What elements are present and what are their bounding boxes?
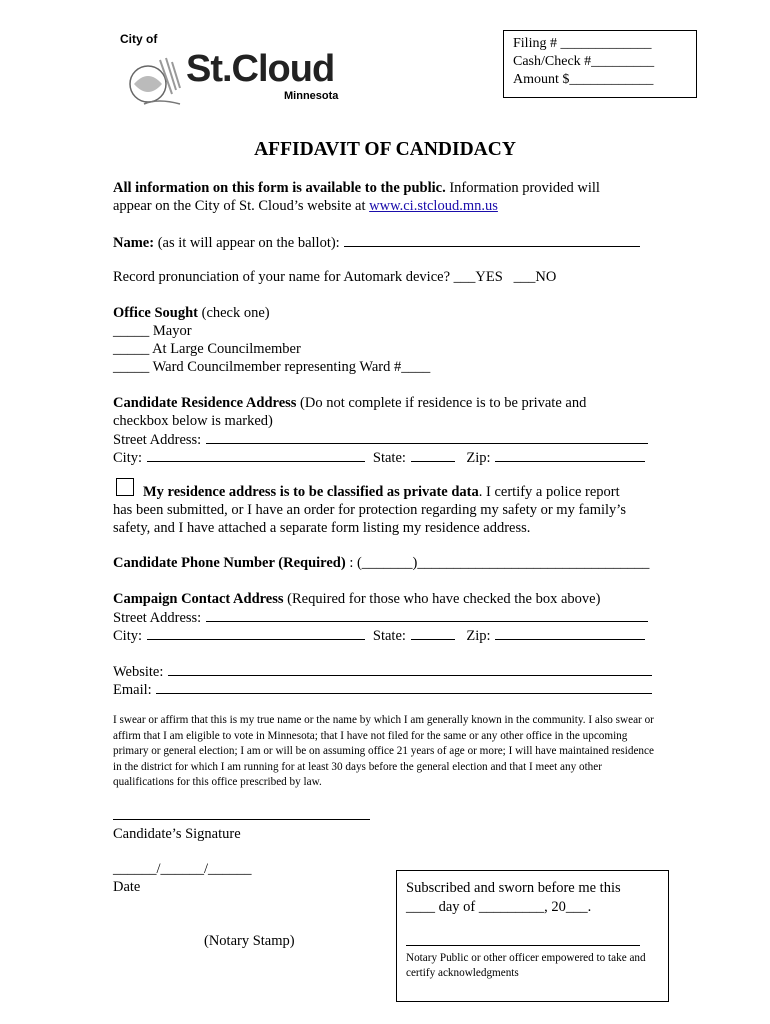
date-label: Date [113, 879, 141, 895]
intro-text-2: appear on the City of St. Cloud’s website at [113, 198, 366, 214]
residence-city-input[interactable] [147, 448, 365, 462]
city-logo [116, 28, 356, 108]
office-option-mayor[interactable]: _____ Mayor [113, 323, 192, 339]
intro-line-2 [113, 197, 498, 215]
campaign-label: Campaign Contact Address [113, 591, 284, 607]
notary-date-input[interactable]: ____ day of _________, 20___. [406, 899, 592, 915]
city-label: City: [113, 450, 143, 466]
private-line-2: has been submitted, or I have an order for protection regarding my safety or my family’s [113, 502, 626, 518]
campaign-hint: (Required for those who have checked the box above) [287, 591, 601, 607]
logo-name: St.Cloud [186, 48, 335, 90]
campaign-city-input[interactable] [147, 626, 365, 640]
name-hint: (as it will appear on the ballot): [157, 235, 340, 251]
logo-emblem-icon [124, 54, 184, 108]
notary-caption: Notary Public or other officer empowered to take and certify acknowledgments [406, 952, 646, 979]
phone-input[interactable]: : (_______)________________________________ [349, 555, 650, 571]
email-label: Email: [113, 682, 152, 698]
residence-zip-input[interactable] [495, 448, 645, 462]
campaign-city-row [113, 626, 646, 645]
residence-street-input[interactable] [206, 430, 648, 444]
intro-text: Information provided will [449, 180, 600, 196]
private-line-3: safety, and I have attached a separate form listing my residence address. [113, 520, 531, 536]
campaign-street-input[interactable] [206, 608, 648, 622]
logo-state: Minnesota [284, 90, 339, 102]
residence-city-row [113, 448, 646, 467]
public-notice: All information on this form is available to the public. [113, 180, 446, 196]
website-row [113, 662, 653, 681]
residence-street-row [113, 430, 649, 449]
campaign-zip-label: Zip: [466, 628, 491, 644]
private-line-1 [143, 483, 620, 501]
residence-state-input[interactable] [411, 448, 455, 462]
signature-label: Candidate’s Signature [113, 826, 241, 842]
private-data-checkbox[interactable] [116, 478, 134, 496]
office-hint: (check one) [201, 305, 270, 321]
pronunciation-yes[interactable]: ___YES [453, 269, 503, 285]
pronunciation-no[interactable]: ___NO [513, 269, 557, 285]
pronunciation-question: Record pronunciation of your name for Automark device? [113, 269, 451, 285]
logo-city-of: City of [120, 32, 158, 46]
notary-box [396, 870, 669, 1002]
office-heading [113, 304, 270, 322]
residence-heading [113, 394, 586, 412]
residence-hint: (Do not complete if residence is to be private and [300, 395, 587, 411]
office-use-box [503, 30, 697, 98]
website-link[interactable]: www.ci.stcloud.mn.us [369, 198, 498, 214]
private-data-label: My residence address is to be classified as private data [143, 484, 479, 500]
campaign-street-row [113, 608, 649, 627]
email-input[interactable] [156, 680, 652, 694]
zip-label: Zip: [466, 450, 491, 466]
phone-row [113, 554, 649, 572]
website-label: Website: [113, 664, 164, 680]
intro-line-1 [113, 179, 600, 197]
private-text-1: . I certify a police report [478, 484, 620, 500]
campaign-city-label: City: [113, 628, 143, 644]
name-label: Name: [113, 235, 155, 251]
phone-label: Candidate Phone Number (Required) [113, 555, 346, 571]
notary-line-1: Subscribed and sworn before me this [406, 880, 621, 896]
oath-text: I swear or affirm that this is my true name or the name by which I am generally known in the community. I also swear or affirm that I am eligible to vote in Minnesota; that I have not filed for the same or any other office in the upcoming primary or general election; I am or will be on assuming office 21 years of age or more; I will have maintained residence in the district for which I am running for at least 30 days before the general election and that I meet any other qualifications for this office prescribed by law. [113, 714, 654, 789]
office-option-at-large[interactable]: _____ At Large Councilmember [113, 341, 301, 357]
campaign-state-label: State: [372, 628, 406, 644]
amount-field[interactable]: Amount $____________ [513, 72, 654, 87]
campaign-zip-input[interactable] [495, 626, 645, 640]
campaign-heading [113, 590, 600, 608]
email-row [113, 680, 653, 699]
street-label: Street Address: [113, 432, 202, 448]
residence-hint-2: checkbox below is marked) [113, 413, 273, 429]
state-label: State: [372, 450, 406, 466]
website-input[interactable] [168, 662, 652, 676]
notary-stamp-label: (Notary Stamp) [204, 933, 295, 949]
name-input[interactable] [344, 233, 640, 247]
form-title: AFFIDAVIT OF CANDIDACY [254, 139, 516, 160]
office-label: Office Sought [113, 305, 198, 321]
office-option-ward[interactable]: _____ Ward Councilmember representing Ward #____ [113, 359, 431, 375]
pronunciation-row [113, 268, 556, 286]
campaign-state-input[interactable] [411, 626, 455, 640]
campaign-street-label: Street Address: [113, 610, 202, 626]
filing-number-field[interactable]: Filing # _____________ [513, 36, 652, 51]
name-row [113, 233, 641, 252]
signature-input[interactable] [113, 819, 370, 820]
date-input[interactable]: ______/______/______ [113, 861, 252, 877]
cash-check-field[interactable]: Cash/Check #_________ [513, 54, 655, 69]
residence-label: Candidate Residence Address [113, 395, 297, 411]
notary-signature-input[interactable] [406, 945, 640, 946]
